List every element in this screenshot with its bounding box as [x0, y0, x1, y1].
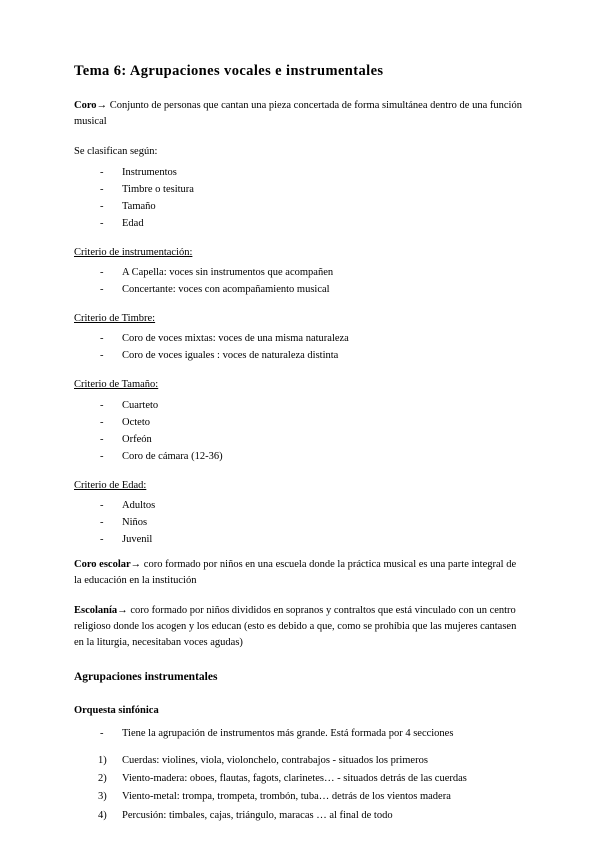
escolania-paragraph	[74, 603, 526, 652]
criterio-edad-list	[74, 497, 526, 548]
orquesta-secciones-list	[74, 752, 526, 824]
escolania-term: Escolanía	[74, 604, 118, 616]
criterio-instrumentacion-heading: Criterio de instrumentación:	[74, 246, 193, 258]
criterio-tamano-list	[74, 397, 526, 465]
orquesta-bullet-list	[74, 725, 526, 742]
criterio-timbre-list	[74, 330, 526, 364]
coro-term: Coro	[74, 100, 97, 112]
list-item: Viento-madera: oboes, flautas, fagots, clarinetes… - situados detrás de las cuerdas	[122, 773, 467, 785]
list-item: - Cuarteto	[74, 397, 526, 414]
page-title: Tema 6: Agrupaciones vocales e instrumentales	[74, 63, 384, 79]
list-item: Percusión: timbales, cajas, triángulo, maracas … al final de todo	[122, 809, 393, 821]
coro-escolar-paragraph	[74, 557, 526, 590]
coro-escolar-definition-text: coro formado por niños en una escuela donde la práctica musical es una parte integral de la educación en la institución	[74, 558, 517, 587]
clasificacion-intro: Se clasifican según:	[74, 145, 158, 157]
arrow-glyph: →	[117, 604, 128, 616]
criterio-edad-heading: Criterio de Edad:	[74, 479, 147, 491]
list-item: Viento-metal: trompa, trompeta, trombón, tuba… detrás de los vientos madera	[122, 791, 451, 803]
list-item: Cuerdas: violines, viola, violonchelo, contrabajos - situados los primeros	[122, 755, 428, 767]
spacer	[74, 550, 526, 557]
list-item: - Timbre o tesitura	[74, 181, 526, 198]
list-item: - Orfeón	[74, 431, 526, 448]
criterio-instrumentacion-list	[74, 264, 526, 298]
criterio-tamano-heading: Criterio de Tamaño:	[74, 379, 159, 391]
coro-escolar-term: Coro escolar	[74, 558, 131, 570]
list-item: - A Capella: voces sin instrumentos que acompañen	[74, 264, 526, 281]
list-item: - Niños	[74, 514, 526, 531]
clasificacion-list	[74, 164, 526, 232]
escolania-definition-text: coro formado por niños divididos en sopranos y contraltos que está vinculado con un centro religioso donde los acogen y los educan (esto es debido a que, como se prohíbia que las mujeres cantasen en la liturgia, necesitaban voces agudas)	[74, 604, 517, 649]
agrupaciones-instrumentales-heading: Agrupaciones instrumentales	[74, 671, 218, 684]
list-item: - Juvenil	[74, 531, 526, 548]
list-item: - Tiene la agrupación de instrumentos más grande. Está formada por 4 secciones	[74, 725, 526, 742]
criterio-timbre-heading: Criterio de Timbre:	[74, 313, 156, 325]
list-item: - Octeto	[74, 414, 526, 431]
list-item: - Instrumentos	[74, 164, 526, 181]
arrow-glyph: →	[130, 558, 142, 570]
list-item: - Coro de cámara (12-36)	[74, 448, 526, 465]
list-item: - Coro de voces iguales : voces de naturaleza distinta	[74, 347, 526, 364]
coro-definition-paragraph	[74, 98, 526, 131]
list-item: - Tamaño	[74, 198, 526, 215]
coro-definition-text: Conjunto de personas que cantan una pieza concertada de forma simultánea dentro de una función musical	[74, 100, 522, 128]
list-item: - Coro de voces mixtas: voces de una misma naturaleza	[74, 330, 526, 347]
list-item: - Adultos	[74, 497, 526, 514]
arrow-glyph: →	[96, 100, 108, 112]
list-item: - Edad	[74, 215, 526, 232]
list-item: - Concertante: voces con acompañamiento musical	[74, 281, 526, 298]
orquesta-sinfonica-heading: Orquesta sinfónica	[74, 705, 159, 717]
